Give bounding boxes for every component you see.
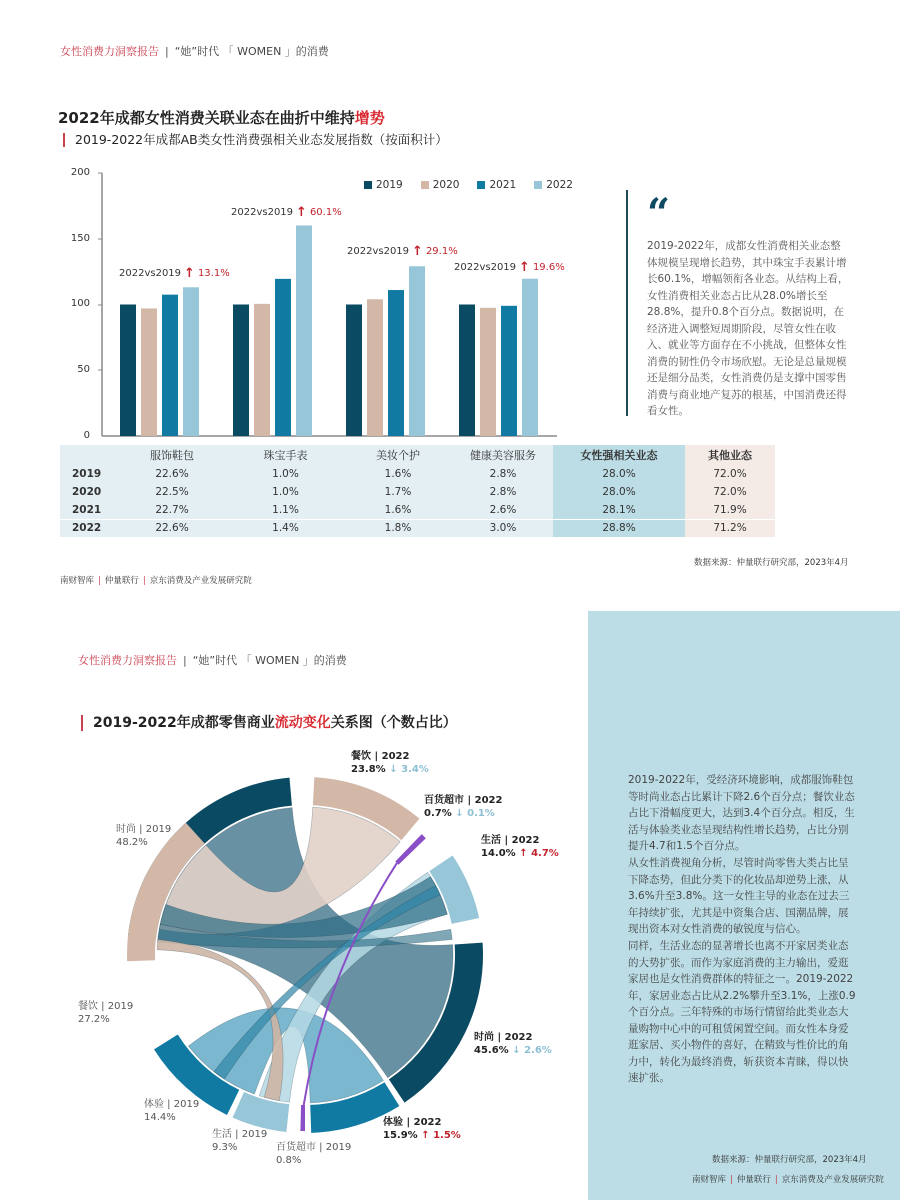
label-name: 时尚 | 2022 (474, 1032, 533, 1043)
legend-item-2019 (364, 179, 403, 191)
down-arrow-icon: ↓ (455, 808, 464, 819)
up-arrow-icon: ↑ (519, 259, 530, 275)
table-cell: 72.0% (685, 465, 775, 483)
label-fashion-2019 (116, 823, 171, 849)
table-cell-year: 2022 (60, 519, 116, 537)
label-dept-2022 (424, 794, 502, 820)
title-suffix: 关系图（个数占比） (330, 715, 457, 731)
report-brand: 女性消费力洞察报告 (60, 45, 159, 58)
annotation-label: 2022vs2019 (119, 268, 182, 279)
legend-swatch-icon (364, 181, 372, 189)
report-header-2 (78, 652, 347, 668)
table-cell-year: 2021 (60, 501, 116, 519)
annotation-fashion (119, 265, 230, 281)
legend-item-2021 (477, 179, 516, 191)
table-header: 女性强相关业态 (553, 445, 685, 465)
legend-label: 2019 (376, 179, 403, 191)
legend-swatch-icon (534, 181, 542, 189)
annotation-value: 60.1% (309, 207, 342, 218)
annotation-health (454, 259, 565, 275)
table-header-corner (60, 445, 116, 465)
page-title (58, 107, 385, 128)
bar-2019 (459, 305, 475, 437)
header-separator: | (165, 45, 169, 58)
bar-chart-svg (60, 160, 560, 445)
legend-label: 2021 (489, 179, 517, 191)
label-change: 4.7% (531, 848, 559, 859)
label-dept-2019 (276, 1141, 351, 1167)
label-name: 百货超市 | 2022 (424, 795, 503, 806)
label-experience-2019 (144, 1098, 199, 1124)
label-value: 9.3% (212, 1142, 238, 1153)
up-arrow-icon: ↑ (184, 265, 195, 281)
label-fashion-2022 (474, 1031, 552, 1057)
chart-subtitle: 2019-2022年成都AB类女性消费强相关业态发展指数（按面积计） (63, 133, 448, 147)
legend-swatch-icon (421, 181, 429, 189)
legend-label: 2022 (546, 179, 573, 191)
bar-2022 (409, 266, 425, 436)
bar-2020 (254, 304, 270, 436)
label-value: 14.4% (144, 1112, 176, 1123)
footer-brand: 仲量联行 (736, 1175, 771, 1185)
table-cell: 1.0% (228, 483, 343, 501)
down-arrow-icon: ↓ (512, 1045, 521, 1056)
quote-panel (626, 190, 856, 416)
y-tick-100: 100 (70, 298, 90, 309)
label-name: 餐饮 | 2019 (78, 1001, 134, 1012)
data-source: 数据来源：仲量联行研究部，2023年4月 (694, 558, 849, 568)
label-dining-2022 (351, 750, 429, 776)
table-cell: 28.0% (553, 483, 685, 501)
report-header (60, 43, 329, 59)
label-experience-2022 (383, 1116, 461, 1142)
data-table (60, 445, 775, 537)
table-cell: 1.8% (343, 519, 453, 537)
header-separator: | (183, 654, 187, 667)
annotation-value: 19.6% (532, 262, 565, 273)
label-name: 餐饮 | 2022 (351, 751, 410, 762)
bar-2020 (480, 308, 496, 436)
bar-2019 (346, 305, 362, 437)
annotation-label: 2022vs2019 (454, 262, 517, 273)
label-name: 生活 | 2019 (212, 1129, 268, 1140)
down-arrow-icon: ↓ (389, 764, 398, 775)
bar-chart (60, 160, 560, 445)
up-arrow-icon: ↑ (421, 1130, 430, 1141)
label-value: 15.9% (383, 1130, 418, 1141)
footer-brand: 南财智库 (60, 576, 95, 586)
bar-2021 (501, 306, 517, 436)
label-change: 0.1% (467, 808, 495, 819)
footer-brand: 京东消费及产业发展研究院 (149, 576, 252, 586)
y-tick-0: 0 (83, 430, 90, 441)
table-row (60, 465, 775, 483)
legend-item-2022 (534, 179, 573, 191)
footer-brand: 南财智库 (692, 1175, 727, 1185)
bar-2021 (388, 290, 404, 436)
table-header: 美妆个护 (343, 445, 453, 465)
bar-2019 (233, 305, 249, 437)
title-text: 2019-2022年成都零售商业 (93, 715, 275, 731)
label-change: 2.6% (524, 1045, 552, 1056)
commentary-paragraph-1: 2019-2022年，受经济环境影响，成都服饰鞋包等时尚业态占比累计下降2.6个百分点；餐饮业态占比下滑幅度更大，达到3.4个百分点。相反，生活与体验类业态呈现结构性增长趋势，占比分别提升4.7和1.5个百分点。 (628, 774, 855, 852)
chart-legend (364, 179, 573, 191)
label-change: 1.5% (433, 1130, 461, 1141)
table-cell: 1.0% (228, 465, 343, 483)
legend-swatch-icon (477, 181, 485, 189)
data-table-wrap (60, 445, 775, 537)
y-tick-200: 200 (70, 167, 90, 178)
label-life-2019 (212, 1128, 267, 1154)
table-cell: 28.0% (553, 465, 685, 483)
table-header: 健康美容服务 (453, 445, 553, 465)
table-cell: 22.6% (116, 519, 228, 537)
table-cell: 2.8% (453, 465, 553, 483)
annotation-value: 13.1% (197, 268, 230, 279)
up-arrow-icon: ↑ (519, 848, 528, 859)
table-header-row (60, 445, 775, 465)
annotation-label: 2022vs2019 (347, 246, 410, 257)
legend-item-2020 (421, 179, 460, 191)
label-life-2022 (481, 834, 559, 860)
label-value: 45.6% (474, 1045, 509, 1056)
up-arrow-icon: ↑ (296, 204, 307, 220)
commentary-paragraph-2: 从女性消费视角分析，尽管时尚零售大类占比呈下降态势，但此分类下的化妆品却逆势上涨，从3.6%升至3.8%。这一女性主导的业态在过去三年持续扩张，尤其是中资集合店、国潮品牌，展现出资本对女性消费的敏锐度与信心。 (628, 857, 850, 935)
label-name: 百货超市 | 2019 (276, 1142, 352, 1153)
label-value: 27.2% (78, 1014, 110, 1025)
label-dining-2019 (78, 1000, 133, 1026)
arc-dept-2019 (300, 1105, 305, 1131)
data-source-2: 数据来源：仲量联行研究部，2023年4月 (712, 1155, 867, 1165)
quote-mark-icon: “ (647, 190, 671, 237)
bar-2022 (296, 225, 312, 436)
bar-2022 (522, 279, 538, 436)
table-cell: 28.8% (553, 519, 685, 537)
label-name: 生活 | 2022 (481, 835, 540, 846)
table-row (60, 519, 775, 537)
table-cell: 2.8% (453, 483, 553, 501)
label-value: 0.7% (424, 808, 452, 819)
up-arrow-icon: ↑ (412, 243, 423, 259)
title-text: 2022年成都女性消费关联业态在曲折中维持 (58, 109, 355, 127)
annotation-beauty (347, 243, 458, 259)
footer-brands-2: 南财智库 | 仲量联行 | 京东消费及产业发展研究院 (692, 1175, 884, 1185)
table-cell: 3.0% (453, 519, 553, 537)
title-highlight: 流动变化 (274, 715, 331, 731)
table-cell-year: 2019 (60, 465, 116, 483)
table-header: 珠宝手表 (228, 445, 343, 465)
footer-brands: 南财智库 | 仲量联行 | 京东消费及产业发展研究院 (60, 576, 252, 586)
table-cell: 72.0% (685, 483, 775, 501)
chord-title (81, 715, 457, 731)
table-cell: 22.6% (116, 465, 228, 483)
label-value: 23.8% (351, 764, 386, 775)
footer-brand: 京东消费及产业发展研究院 (781, 1175, 884, 1185)
bar-2021 (275, 279, 291, 436)
label-value: 14.0% (481, 848, 516, 859)
annotation-label: 2022vs2019 (231, 207, 294, 218)
label-name: 体验 | 2022 (383, 1117, 442, 1128)
y-tick-50: 50 (77, 364, 90, 375)
table-cell: 22.7% (116, 501, 228, 519)
legend-label: 2020 (432, 179, 460, 191)
label-value: 0.8% (276, 1155, 302, 1166)
table-header: 其他业态 (685, 445, 775, 465)
title-highlight: 增势 (354, 109, 385, 127)
y-tick-150: 150 (70, 233, 90, 244)
annotation-jewelry (231, 204, 342, 220)
annotation-value: 29.1% (425, 246, 458, 257)
table-cell: 1.6% (343, 501, 453, 519)
report-theme: “她”时代 「 WOMEN 」的消费 (174, 45, 329, 58)
table-cell: 1.6% (343, 465, 453, 483)
bar-2020 (367, 299, 383, 436)
report-theme: “她”时代 「 WOMEN 」的消费 (192, 654, 347, 667)
footer-brand: 仲量联行 (104, 576, 139, 586)
bar-2019 (120, 305, 136, 437)
table-cell: 1.4% (228, 519, 343, 537)
bar-2022 (183, 287, 199, 436)
label-change: 3.4% (401, 764, 429, 775)
table-row (60, 483, 775, 501)
table-cell: 1.1% (228, 501, 343, 519)
table-header: 服饰鞋包 (116, 445, 228, 465)
bar-2020 (141, 308, 157, 436)
report-brand: 女性消费力洞察报告 (78, 654, 177, 667)
label-name: 时尚 | 2019 (116, 824, 172, 835)
bar-2021 (162, 295, 178, 436)
table-cell-year: 2020 (60, 483, 116, 501)
label-name: 体验 | 2019 (144, 1099, 200, 1110)
commentary-paragraph-3: 同样，生活业态的显著增长也离不开家居类业态的大势扩张。而作为家庭消费的主力输出，爱逛家居也是女性消费群体的特征之一。2019-2022年，家居业态占比从2.2%攀升至3.1%，上涨0.9个百分点。三年特殊的市场行情留给此类业态大量购物中心中的可租赁闲置空间。而女性本身爱逛家居、买小物件的喜好，在精致与性价比的角力中，转化为最终消费，斩获资本青睐，得以快速扩张。 (628, 940, 856, 1084)
table-cell: 2.6% (453, 501, 553, 519)
quote-text: 2019-2022年，成都女性消费相关业态整体规模呈现增长趋势，其中珠宝手表累计增长60.1%，增幅领衔各业态。从结构上看，女性消费相关业态占比从28.0%增长至28.8%，提升0.8个百分点。数据说明，在经济进入调整短周期阶段，尽管女性在收入、就业等方面存在不小挑战，但整体女性消费的韧性仍令市场欣慰。无论是总量规模还是细分品类，女性消费仍是支撑中国零售消费与商业地产复苏的根基，中国消费还得看女性。 (647, 240, 849, 417)
table-cell: 1.7% (343, 483, 453, 501)
table-row (60, 501, 775, 519)
table-cell: 71.2% (685, 519, 775, 537)
table-cell: 71.9% (685, 501, 775, 519)
table-cell: 28.1% (553, 501, 685, 519)
label-value: 48.2% (116, 837, 148, 848)
table-cell: 22.5% (116, 483, 228, 501)
